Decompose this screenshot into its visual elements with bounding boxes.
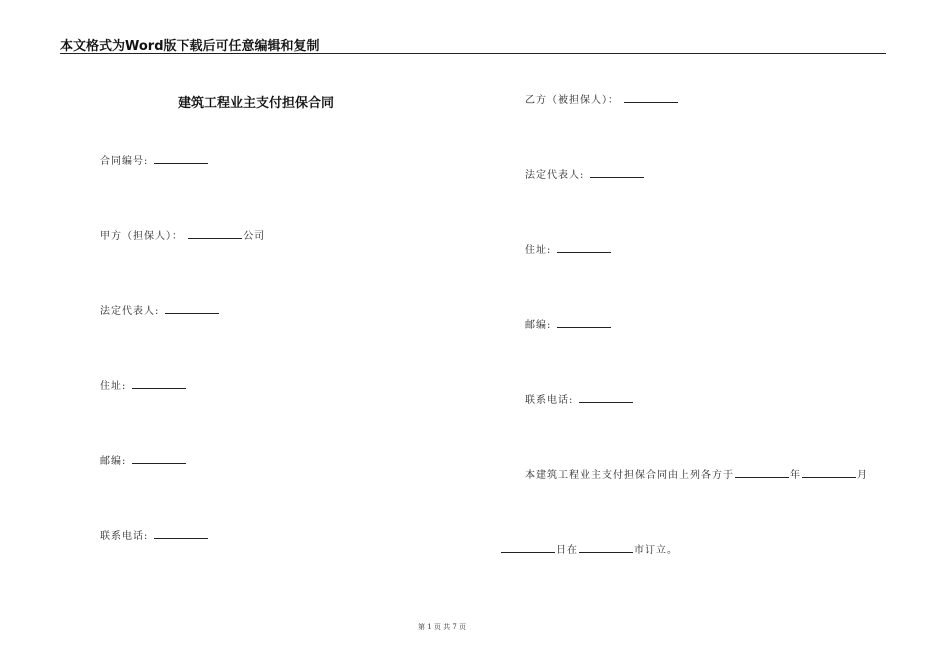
party-a-phone-label: 联系电话: (100, 531, 149, 542)
party-a-postcode-field (100, 453, 187, 469)
page-indicator: 第 1 页 共 7 页 (417, 623, 467, 631)
party-b-postcode-label: 邮编: (525, 320, 552, 331)
signing-day-label: 日在 (556, 545, 578, 556)
party-a-postcode-label: 邮编: (100, 456, 127, 467)
party-a-field (100, 228, 265, 244)
signing-city-suffix: 市订立。 (634, 545, 678, 556)
party-a-address-blank[interactable] (132, 378, 186, 389)
contract-number-label: 合同编号: (100, 156, 149, 167)
party-a-postcode-blank[interactable] (132, 453, 186, 464)
document-title: 建筑工程业主支付担保合同 (178, 96, 335, 111)
party-b-label: 乙方（被担保人）： (525, 95, 619, 106)
signing-sentence-line-1 (525, 467, 868, 483)
signing-year-label: 年 (790, 470, 801, 481)
party-a-blank[interactable] (188, 228, 242, 239)
signing-month-label: 月 (857, 470, 868, 481)
party-b-address-label: 住址: (525, 245, 552, 256)
contract-number-field (100, 153, 209, 169)
party-b-phone-label: 联系电话: (525, 395, 574, 406)
signing-sentence-start: 本建筑工程业主支付担保合同由上列各方于 (525, 470, 734, 481)
party-b-postcode-blank[interactable] (557, 317, 611, 328)
party-a-phone-field (100, 528, 209, 544)
party-a-legal-rep-blank[interactable] (165, 303, 219, 314)
party-a-legal-rep-label: 法定代表人: (100, 306, 160, 317)
party-b-postcode-field (525, 317, 612, 333)
signing-sentence-line-2 (500, 542, 678, 558)
contract-number-blank[interactable] (154, 153, 208, 164)
party-a-address-label: 住址: (100, 381, 127, 392)
signing-year-blank[interactable] (735, 467, 789, 478)
party-a-legal-rep-field (100, 303, 220, 319)
party-b-blank[interactable] (624, 92, 678, 103)
party-b-phone-field (525, 392, 634, 408)
signing-city-blank[interactable] (579, 542, 633, 553)
party-b-legal-rep-field (525, 167, 645, 183)
party-a-address-field (100, 378, 187, 394)
party-b-phone-blank[interactable] (579, 392, 633, 403)
party-a-phone-blank[interactable] (154, 528, 208, 539)
header-text: 本文格式为Word版下载后可任意编辑和复制 (60, 39, 320, 54)
party-b-legal-rep-blank[interactable] (590, 167, 644, 178)
party-a-suffix: 公司 (243, 231, 266, 242)
signing-month-blank[interactable] (802, 467, 856, 478)
party-b-field (525, 92, 679, 108)
party-b-address-field (525, 242, 612, 258)
party-b-address-blank[interactable] (557, 242, 611, 253)
party-b-legal-rep-label: 法定代表人: (525, 170, 585, 181)
page-header (60, 34, 886, 54)
signing-day-blank[interactable] (501, 542, 555, 553)
party-a-label: 甲方（担保人）： (100, 231, 183, 242)
